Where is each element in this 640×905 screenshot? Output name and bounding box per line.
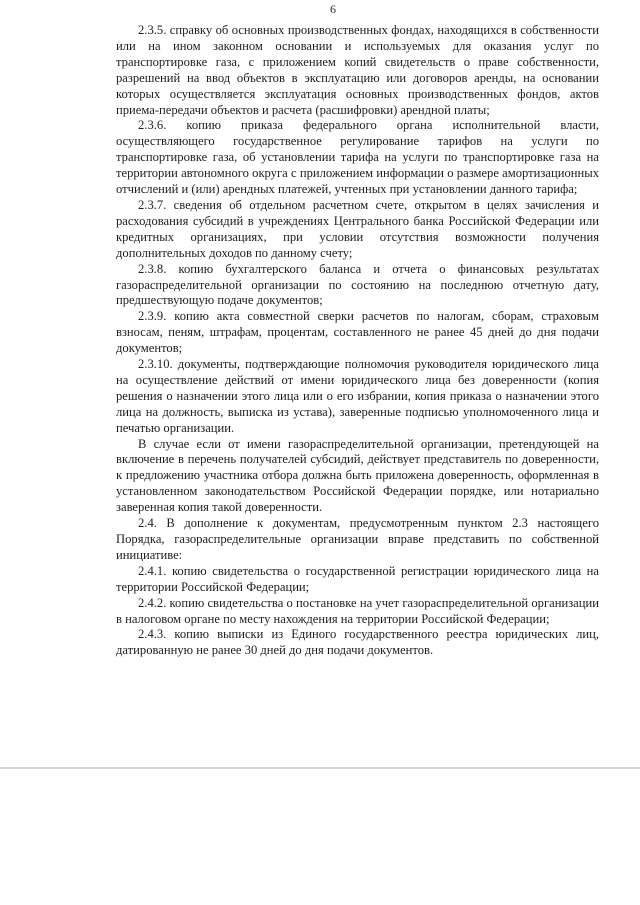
paragraph-2-4-2: 2.4.2. копию свидетельства о постановке на учет газораспределительной организации в налоговом органе по месту нахождения на территории Российской Федерации; bbox=[116, 595, 599, 626]
document-body bbox=[116, 23, 599, 659]
paragraph-representative: В случае если от имени газораспределительной организации, претендующей на включение в перечень получателей субсидий, действует представитель по доверенности, к предложению участника отбора должна быть приложена доверенность, оформленная в установленном законодательством Российской Федерации порядке, или нотариально заверенная копия такой доверенности. bbox=[116, 436, 599, 515]
page-number: 6 bbox=[330, 2, 336, 16]
paragraph-2-3-10: 2.3.10. документы, подтверждающие полномочия руководителя юридического лица на осуществление действий от имени юридического лица без доверенности (копия решения о назначении этого лица или о его избрании, копия приказа о назначении этого лица на должность, выписка из устава), заверенные подписью уполномоченного лица и печатью организации. bbox=[116, 357, 599, 435]
paragraph-2-3-8: 2.3.8. копию бухгалтерского баланса и отчета о финансовых результатах газораспределительной организации по состоянию на последнюю отчетную дату, предшествующую подаче документов; bbox=[116, 261, 599, 308]
paragraph-2-3-9: 2.3.9. копию акта совместной сверки расчетов по налогам, сборам, страховым взносам, пеням, штрафам, процентам, составленного не ранее 45 дней до дня подачи документов; bbox=[116, 309, 599, 356]
paragraph-2-4: 2.4. В дополнение к документам, предусмотренным пунктом 2.3 настоящего Порядка, газораспределительные организации вправе представить по собственной инициативе: bbox=[116, 516, 599, 562]
paragraph-2-4-1: 2.4.1. копию свидетельства о государственной регистрации юридического лица на территории Российской Федерации; bbox=[116, 563, 599, 594]
scan-edge-divider bbox=[0, 767, 640, 769]
paragraph-2-3-6: 2.3.6. копию приказа федерального органа исполнительной власти, осуществляющего государственное регулирование тарифов на услуги по транспортировке газа, об установлении тарифа на услуги по транспортировке газа на территории автономного округа с приложением информации о размере амортизационных отчислений и (или) арендных платежей, учтенных при установлении данного тарифа; bbox=[116, 118, 599, 197]
paragraph-2-3-5: 2.3.5. справку об основных производственных фондах, находящихся в собственности или на ином законном основании и используемых для оказания услуг по транспортировке газа, с приложением копий свидетельств о праве собственности, разрешений на ввод объектов в эксплуатацию или договоров аренды, на основании которых осуществляется эксплуатация основных производственных фондов, актов приема-передачи объектов и расчета (расшифровки) арендной платы; bbox=[116, 23, 599, 117]
paragraph-2-3-7: 2.3.7. сведения об отдельном расчетном счете, открытом в целях зачисления и расходования субсидий в учреждениях Центрального банка Российской Федерации или кредитных организациях, при условии отсутствия возможности получения дополнительных доходов по данному счету; bbox=[116, 197, 599, 260]
paragraph-2-4-3: 2.4.3. копию выписки из Единого государственного реестра юридических лиц, датированную не ранее 30 дней до дня подачи документов. bbox=[116, 627, 599, 658]
